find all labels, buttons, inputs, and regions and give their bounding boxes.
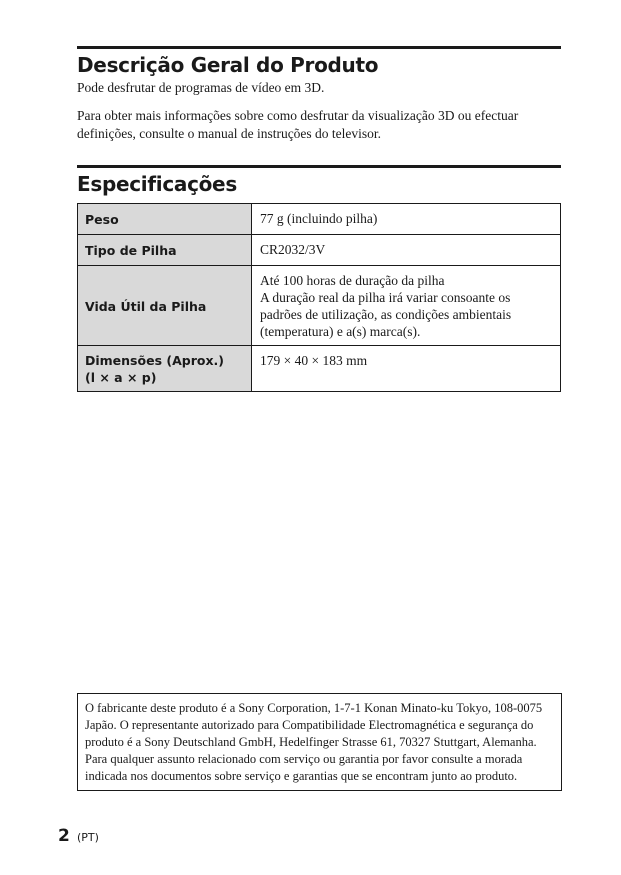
spec-label-dimensions — [78, 346, 252, 392]
spec-label-line: Dimensões (Aprox.) — [85, 353, 224, 368]
overview-heading: Descrição Geral do Produto — [77, 53, 379, 77]
section-rule — [77, 165, 561, 168]
table-row — [78, 204, 561, 235]
spec-value-battery-type — [252, 235, 561, 266]
section-rule — [77, 46, 561, 49]
spec-label-battery-life: Vida Útil da Pilha — [78, 266, 252, 346]
table-row — [78, 346, 561, 392]
spec-label-weight: Peso — [78, 204, 252, 235]
specs-section — [77, 165, 561, 197]
spec-value-dimensions — [252, 346, 561, 392]
spec-value-battery-life — [252, 266, 561, 346]
overview-paragraph: Pode desfrutar de programas de vídeo em 3D. — [77, 80, 325, 95]
spec-value-weight — [252, 204, 561, 235]
specs-table — [77, 203, 561, 392]
specs-heading: Especificações — [77, 172, 237, 196]
spec-value-line: CR2032/3V — [260, 242, 326, 257]
spec-value-line: A duração real da pilha irá variar consoante os padrões de utilização, as condições ambientais (temperatura) e a(s) marca(s). — [260, 290, 512, 339]
overview-section — [77, 46, 561, 143]
table-row — [78, 235, 561, 266]
spec-value-line: 77 g (incluindo pilha) — [260, 211, 378, 226]
spec-label-line: (l × a × p) — [85, 370, 157, 385]
language-code: (PT) — [76, 831, 99, 844]
page-footer — [58, 826, 99, 846]
spec-value-line: 179 × 40 × 183 mm — [260, 353, 368, 368]
manufacturer-notice-text: O fabricante deste produto é a Sony Corporation, 1-7-1 Konan Minato-ku Tokyo, 108-0075 Japão. O representante autorizado para Compatibilidade Electromagnética e segurança do produto é a Sony Deutschland GmbH, Hedelfinger Strasse 61, 70327 Stuttgart, Alemanha. Para qualquer assunto relacionado com serviço ou garantia por favor consulte a morada indicada nos documentos sobre serviço e garantias que se encontram junto ao produto. — [85, 701, 543, 783]
table-row — [78, 266, 561, 346]
spec-value-line: Até 100 horas de duração da pilha — [260, 273, 445, 288]
manufacturer-notice-box — [77, 693, 562, 791]
spec-label-battery-type: Tipo de Pilha — [78, 235, 252, 266]
page-number: 2 — [58, 826, 70, 846]
overview-paragraph: Para obter mais informações sobre como desfrutar da visualização 3D ou efectuar definições, consulte o manual de instruções do televisor. — [77, 108, 519, 141]
